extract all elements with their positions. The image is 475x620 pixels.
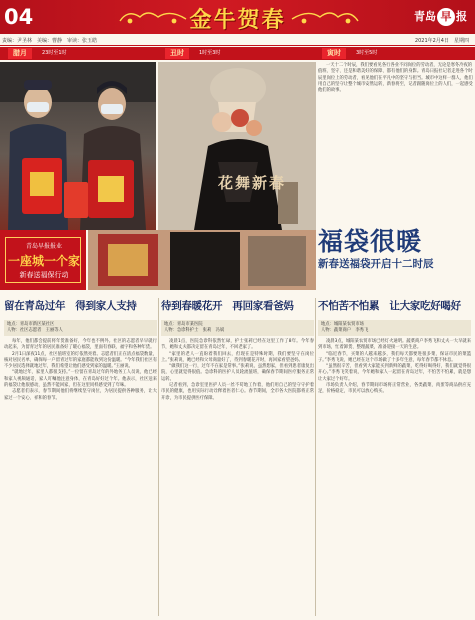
story-column-2: [161, 298, 314, 402]
section-title: 金牛贺春: [189, 7, 286, 33]
page-header: [0, 0, 475, 34]
story-headline: 不怕苦不怕累 让大家吃好喝好: [318, 300, 461, 312]
header-divider: [0, 45, 475, 46]
time-label-3: 寅时: [322, 48, 346, 59]
story-meta: 地点：城阳某农贸市场 人物：蔬菜商户 李秀飞: [318, 320, 471, 336]
story-paragraph: “临近春节，买菜的人越来越多，我们每天都要进很多菜，保证市民的菜篮子。”李秀飞说，她已经在这个市场做了十多年生意，每年春节都不休息。: [318, 351, 471, 363]
time-range-2: 1时至3时: [199, 50, 221, 56]
column-divider: [315, 298, 316, 616]
intro-paragraph: 一天十二个时辰，我们要看见各行各业不同岗位的劳动者，无论是寒冬冷夜的值班、坚守、还是和谐美好的保障、都有他们的身影。青岛日报社记者走进各个时辰里岗位上的劳动者，看见他们在平凡中的坚守与担当。城市中这样一群人，他们用自己的坚守让整个城市安然运转，新春将至，记者跟随岗位上的人们，一起感受他们的故事。: [318, 63, 473, 94]
issue-date: 2021年2月4日 星期四: [414, 38, 469, 44]
story-meta: 地点：青岛市新区某社区 人物：社区志愿者 王丽等人: [4, 320, 157, 336]
campaign-sponsor: 青岛早报报业: [25, 243, 62, 250]
story-column-1: [4, 298, 157, 402]
story-paragraph: 志愿者们表示，春节期间他们将继续坚守岗位，为居民提供各种服务，让大家过一个安心、祥和的春节。: [4, 389, 157, 401]
feature-headline: 福袋很暖: [318, 227, 423, 256]
volunteers-illustration: [0, 62, 156, 230]
lower-photo-illustration: [88, 230, 316, 290]
story-meta: 地点：青岛市某医院 人物：急诊科护士 张莉 冯斌: [161, 320, 314, 336]
story-headline: 待到春暖花开 再回家看爸妈: [161, 300, 294, 312]
story-paragraph: 记者看到，急诊室里医护人员一丝不苟地工作着，他们用自己的坚守守护着市民的健康，也用实际行动诠释着医者仁心。春节期间，全市各大医院都将正常开诊，为市民提供医疗保障。: [161, 383, 314, 401]
story-paragraph: 市场负责人介绍，春节期间市场将正常营业，各类蔬菜、肉蛋等商品供应充足，价格稳定，市民可以放心购买。: [318, 383, 471, 395]
page-number: 04: [4, 5, 34, 29]
editor-credits: 责编：尹圣林 美编：曹静 审读：张玉皓: [2, 38, 98, 44]
newspaper-logo: 青岛 早 报: [414, 8, 467, 26]
campaign-name: 新春送福保行动: [19, 271, 69, 279]
story-paragraph: “家里的老人一直盼着我们回去，但现在是特殊时期，我们要坚守在岗位上。”张莉说，她已经和父母商量好了，待到春暖花开时，再回家看望爸妈。: [161, 351, 314, 363]
story-body: [318, 339, 471, 396]
story-paragraph: “虽然很辛苦，但看到大家能买到新鲜的蔬菜，吃得好喝得好，我们就觉得很开心。”李秀飞笑着说，今年她和家人一起留在青岛过年，不怕苦不怕累，就是想让大家过个好年。: [318, 364, 471, 382]
campaign-banner: [0, 230, 86, 290]
column-divider: [158, 298, 159, 616]
volunteers-photo: [0, 62, 156, 230]
photo-strip-lower: [88, 230, 316, 290]
story-paragraph: 每年，他们都会提前将年货准备好，今年也不例外。社区的志愿者早早就行动起来，为留青过年的居民准备好了暖心福袋，里面有春联、福字和各种年货。: [4, 339, 157, 351]
story-paragraph: 2月1日深夜11点，社区值班室的灯依然亮着。志愿者们正在清点福袋数量，核对居民名单，确保每一户留青过年的家庭都能收到这份温暖。“今年我们社区有不少居民选择就地过年，我们希望让他们感受到家的温暖。”王丽说。: [4, 351, 157, 370]
campaign-slogan: 一座城一个家: [7, 254, 80, 268]
campaign-frame: [5, 237, 81, 283]
time-band: [0, 47, 475, 60]
bouquet-illustration: [158, 62, 316, 230]
story-column-3: [318, 298, 471, 396]
time-label-2: 丑时: [165, 48, 189, 59]
bouquet-photo: [158, 62, 316, 230]
story-headline: 留在青岛过年 得到家人支持: [4, 300, 137, 312]
time-label-1: 腊月: [8, 48, 32, 59]
story-paragraph: 凌晨3点，城阳某农贸市场已经灯火通明。蔬菜商户李秀飞和丈夫一大早就来到市场，忙着卸货、整理蔬菜，准备迎接一天的生意。: [318, 339, 471, 351]
feature-subheadline: 新春送福袋开启十二时辰: [318, 258, 434, 270]
time-range-1: 23时至1时: [42, 50, 67, 56]
story-paragraph: “就地过年，家里人都很支持。”一位留在青岛过年的外地务工人员说，他已经和家人视频通话，家人叮嘱他注意身体，在青岛好好过个年。他表示，社区送来的福袋让他很感动，虽然不能回家，但在这里同样感受到了年味。: [4, 370, 157, 389]
cloud-ornament-right: [290, 7, 360, 27]
time-range-3: 3时至5时: [356, 50, 378, 56]
story-paragraph: “做我们这一行，过年不在家是常事。”张莉说，虽然想家，但看到患者康复出院，心里就觉得很值。急诊科的医护人员轮流值班，确保春节期间医疗服务正常运转。: [161, 364, 314, 382]
story-paragraph: 凌晨1点，医院急诊科依然忙碌，护士张莉已经在这里工作了8年。今年春节，她和丈夫都决定留在青岛过年，不回老家了。: [161, 339, 314, 351]
bouquet-caption: 花舞新春: [218, 174, 287, 192]
story-body: [161, 339, 314, 402]
story-body: [4, 339, 157, 402]
